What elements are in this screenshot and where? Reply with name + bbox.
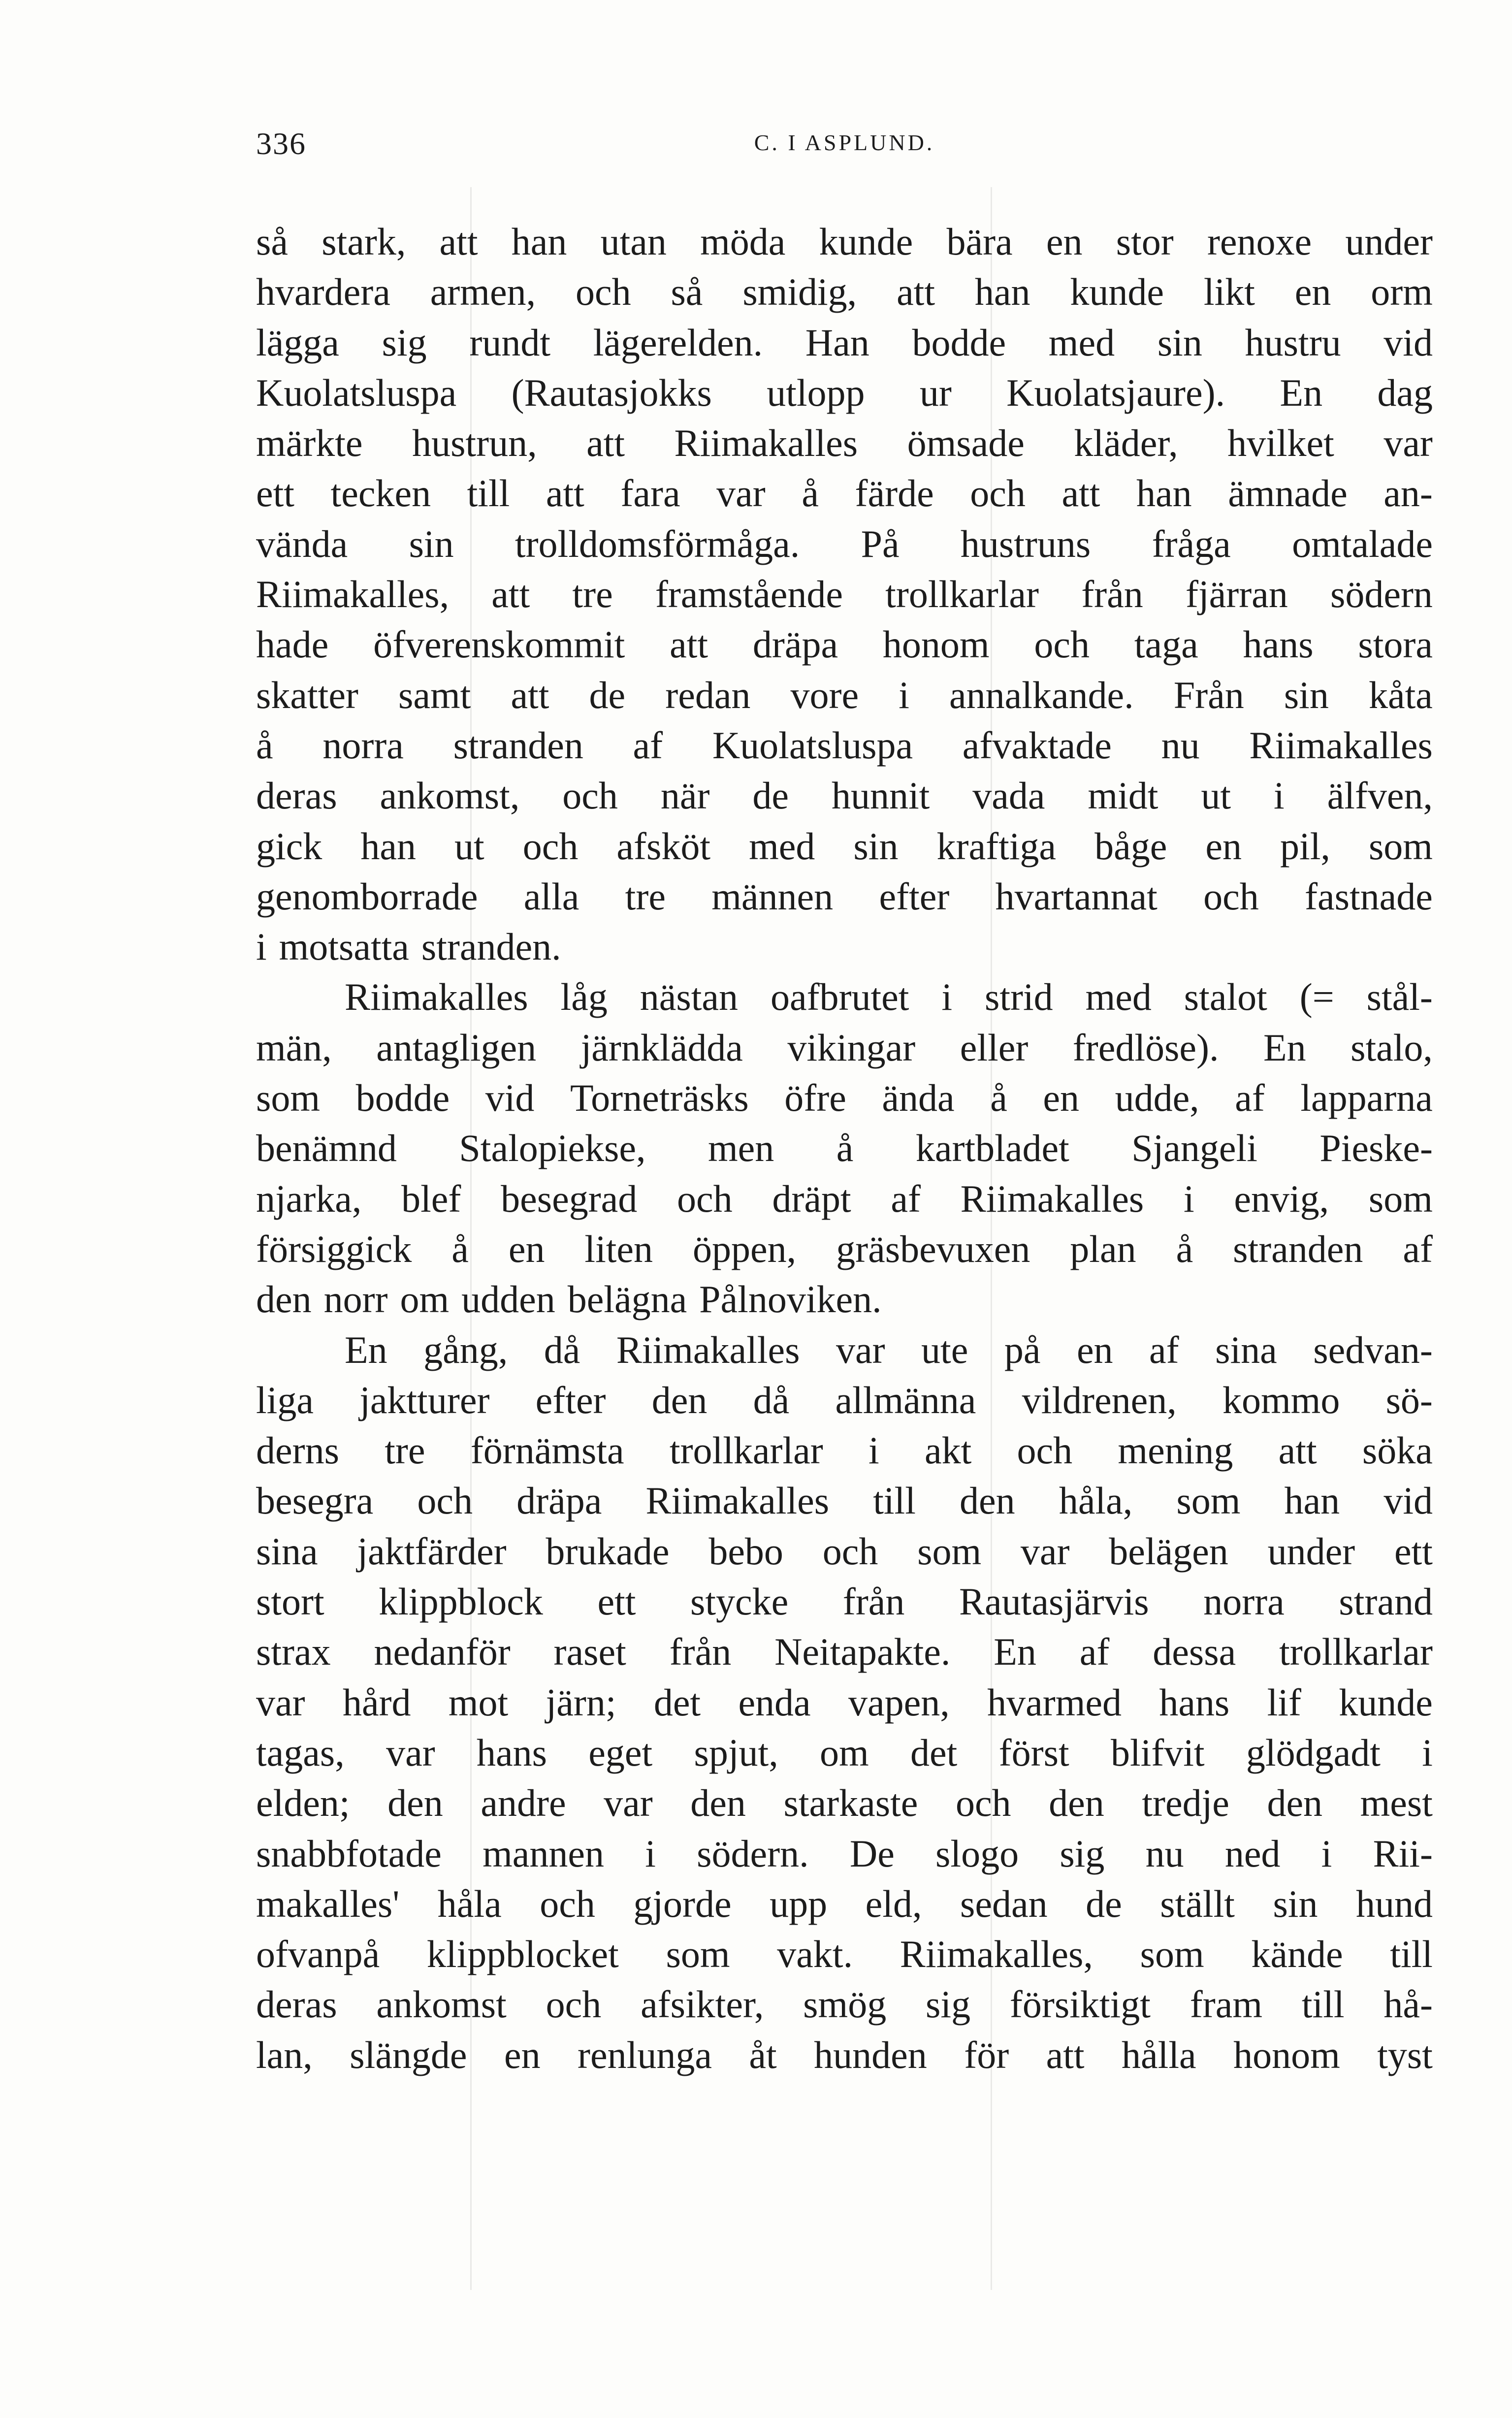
text-line: i motsatta stranden. <box>256 925 561 968</box>
text-line: genomborrade alla tre männen efter hvartannat och fastnade <box>256 874 1433 918</box>
text-line: elden; den andre var den starkaste och den tredje den mest <box>256 1781 1433 1825</box>
text-line: var hård mot järn; det enda vapen, hvarmed hans lif kunde <box>256 1680 1433 1724</box>
text-line: skatter samt att de redan vore i annalkande. Från sin kåta <box>256 673 1433 716</box>
running-head-author: C. I ASPLUND. <box>754 130 935 155</box>
text-line: besegra och dräpa Riimakalles till den håla, som han vid <box>256 1479 1433 1522</box>
text-line: En gång, då Riimakalles var ute på en af sina sedvan- <box>345 1328 1433 1371</box>
text-line: lan, slängde en renlunga åt hunden för att hålla honom tyst <box>256 2033 1433 2076</box>
text-line: benämnd Stalopiekse, men å kartbladet Sjangeli Pieske- <box>256 1127 1433 1170</box>
text-line: makalles' håla och gjorde upp eld, sedan de ställt sin hund <box>256 1882 1433 1925</box>
text-line: Riimakalles låg nästan oafbrutet i strid med stalot (= stål- <box>345 975 1433 1019</box>
text-line: ett tecken till att fara var å färde och att han ämnade an- <box>256 472 1433 515</box>
text-line: derns tre förnämsta trollkarlar i akt och mening att söka <box>256 1429 1433 1472</box>
text-line: njarka, blef besegrad och dräpt af Riimakalles i envig, som <box>256 1177 1433 1220</box>
page-number: 336 <box>256 126 306 161</box>
text-line: den norr om udden belägna Pålnoviken. <box>256 1278 882 1321</box>
text-line: vända sin trolldomsförmåga. På hustruns fråga omtalade <box>256 522 1433 565</box>
text-line: som bodde vid Torneträsks öfre ända å en udde, af lapparna <box>256 1076 1433 1120</box>
text-line: lägga sig rundt lägerelden. Han bodde med sin hustru vid <box>256 321 1433 364</box>
text-line: gick han ut och afsköt med sin kraftiga båge en pil, som <box>256 824 1433 868</box>
text-line: stort klippblock ett stycke från Rautasjärvis norra strand <box>256 1580 1433 1623</box>
body-text <box>256 217 1433 2080</box>
text-line: deras ankomst och afsikter, smög sig försiktigt fram till hå- <box>256 1983 1433 2026</box>
text-line: Kuolatsluspa (Rautasjokks utlopp ur Kuolatsjaure). En dag <box>256 371 1433 414</box>
text-line: å norra stranden af Kuolatsluspa afvaktade nu Riimakalles <box>256 723 1433 767</box>
text-line: hade öfverenskommit att dräpa honom och taga hans stora <box>256 623 1433 666</box>
text-line: hvardera armen, och så smidig, att han kunde likt en orm <box>256 270 1433 314</box>
text-line: försiggick å en liten öppen, gräsbevuxen plan å stranden af <box>256 1227 1433 1270</box>
text-line: ofvanpå klippblocket som vakt. Riimakalles, som kände till <box>256 1933 1433 1976</box>
text-line: strax nedanför raset från Neitapakte. En af dessa trollkarlar <box>256 1630 1433 1674</box>
text-line: män, antagligen järnklädda vikingar eller fredlöse). En stalo, <box>256 1026 1433 1069</box>
text-line: deras ankomst, och när de hunnit vada midt ut i älfven, <box>256 774 1433 817</box>
text-line: liga jaktturer efter den då allmänna vildrenen, kommo sö- <box>256 1378 1433 1421</box>
running-head <box>256 126 1433 180</box>
text-line: snabbfotade mannen i södern. De slogo sig nu ned i Rii- <box>256 1832 1433 1875</box>
text-line: märkte hustrun, att Riimakalles ömsade kläder, hvilket var <box>256 421 1433 465</box>
text-line: så stark, att han utan möda kunde bära en stor renoxe under <box>256 220 1433 263</box>
text-line: Riimakalles, att tre framstående trollkarlar från fjärran södern <box>256 573 1433 616</box>
text-line: sina jaktfärder brukade bebo och som var belägen under ett <box>256 1529 1433 1573</box>
text-line: tagas, var hans eget spjut, om det först blifvit glödgadt i <box>256 1731 1433 1774</box>
